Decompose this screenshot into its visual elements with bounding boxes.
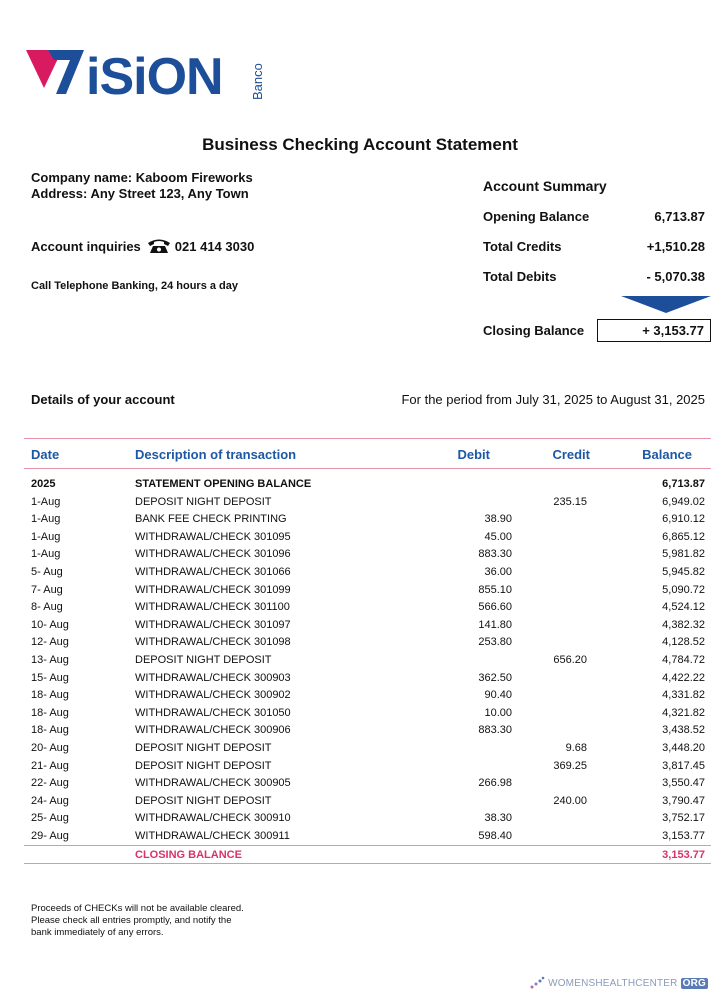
table-row <box>24 828 711 846</box>
cell-balance: 3,817.45 <box>662 759 705 772</box>
table-row <box>24 758 711 776</box>
opening-balance-label: Opening Balance <box>483 209 590 224</box>
table-header <box>24 438 711 469</box>
cell-description: WITHDRAWAL/CHECK 300902 <box>135 689 291 702</box>
closing-balance-row <box>24 845 711 864</box>
cell-debit: 855.10 <box>478 583 512 596</box>
table-row <box>24 722 711 740</box>
cell-date: 21- Aug <box>31 759 69 772</box>
cell-debit: 266.98 <box>478 777 512 790</box>
cell-balance: 4,524.12 <box>662 601 705 614</box>
cell-description: WITHDRAWAL/CHECK 300905 <box>135 777 291 790</box>
cell-balance: 4,382.32 <box>662 618 705 631</box>
cell-date: 12- Aug <box>31 636 69 649</box>
cell-debit: 253.80 <box>478 636 512 649</box>
cell-description: DEPOSIT NIGHT DEPOSIT <box>135 759 272 772</box>
cell-date: 29- Aug <box>31 829 69 842</box>
cell-debit: 362.50 <box>478 671 512 684</box>
statement-period: For the period from July 31, 2025 to August 31, 2025 <box>401 392 705 407</box>
cell-date: 15- Aug <box>31 671 69 684</box>
table-row <box>24 564 711 582</box>
table-row <box>24 546 711 564</box>
dots-icon <box>529 976 545 990</box>
cell-date: 1-Aug <box>31 495 61 508</box>
watermark-text: WOMENSHEALTHCENTER <box>548 977 678 989</box>
vision-banco-logo <box>26 44 276 104</box>
total-credits-value: +1,510.28 <box>646 239 705 254</box>
cell-description: WITHDRAWAL/CHECK 301096 <box>135 548 291 561</box>
cell-balance: 4,321.82 <box>662 706 705 719</box>
cell-date: 18- Aug <box>31 689 69 702</box>
header-credit: Credit <box>552 447 590 462</box>
cell-balance: 6,713.87 <box>662 478 705 490</box>
opening-balance-row <box>483 209 705 224</box>
cell-debit: 566.60 <box>478 601 512 614</box>
cell-date: 20- Aug <box>31 741 69 754</box>
cell-debit: 45.00 <box>484 530 512 543</box>
header-date: Date <box>31 447 60 462</box>
total-debits-label: Total Debits <box>483 269 557 284</box>
cell-date: 24- Aug <box>31 794 69 807</box>
company-name: Company name: Kaboom Fireworks <box>31 170 253 185</box>
cell-credit: 240.00 <box>553 794 587 807</box>
total-debits-row <box>483 269 705 284</box>
cell-balance: 4,128.52 <box>662 636 705 649</box>
table-row <box>24 494 711 512</box>
cell-balance: 5,981.82 <box>662 548 705 561</box>
cell-date: 18- Aug <box>31 706 69 719</box>
cell-debit: 10.00 <box>484 706 512 719</box>
cell-debit: 883.30 <box>478 548 512 561</box>
cell-description: WITHDRAWAL/CHECK 300911 <box>135 829 290 842</box>
cell-debit: 141.80 <box>478 618 512 631</box>
cell-description: DEPOSIT NIGHT DEPOSIT <box>135 794 272 807</box>
cell-description: BANK FEE CHECK PRINTING <box>135 513 287 526</box>
cell-balance: 3,752.17 <box>662 812 705 825</box>
company-address: Address: Any Street 123, Any Town <box>31 186 249 201</box>
cell-date: 1-Aug <box>31 513 61 526</box>
cell-balance: 3,153.77 <box>662 829 705 842</box>
cell-debit: 36.00 <box>484 565 512 578</box>
cell-balance: 3,438.52 <box>662 724 705 737</box>
cell-date: 22- Aug <box>31 777 69 790</box>
opening-balance-value: 6,713.87 <box>654 209 705 224</box>
table-row <box>24 476 711 494</box>
cell-balance: 6,910.12 <box>662 513 705 526</box>
cell-balance: 6,949.02 <box>662 495 705 508</box>
cell-debit: 38.90 <box>484 513 512 526</box>
cell-description: WITHDRAWAL/CHECK 300910 <box>135 812 291 825</box>
svg-text:iSiON: iSiON <box>86 48 223 104</box>
cell-date: 2025 <box>31 478 56 490</box>
watermark <box>529 976 708 990</box>
bank-logo <box>26 44 276 104</box>
cell-description: DEPOSIT NIGHT DEPOSIT <box>135 653 272 666</box>
cell-balance: 4,331.82 <box>662 689 705 702</box>
table-row <box>24 810 711 828</box>
cell-date: 10- Aug <box>31 618 69 631</box>
cell-description: WITHDRAWAL/CHECK 301050 <box>135 706 291 719</box>
header-debit: Debit <box>457 447 490 462</box>
cell-description: WITHDRAWAL/CHECK 301099 <box>135 583 291 596</box>
cell-date: 5- Aug <box>31 565 63 578</box>
table-row <box>24 793 711 811</box>
statement-title: Business Checking Account Statement <box>202 135 518 154</box>
cell-description: DEPOSIT NIGHT DEPOSIT <box>135 495 272 508</box>
closing-balance-row-label: CLOSING BALANCE <box>135 849 242 862</box>
inquiries-label: Account inquiries <box>31 238 141 254</box>
cell-date: 1-Aug <box>31 530 61 543</box>
footer-note: Proceeds of CHECKs will not be available cleared. Please check all entries promptly, and notify the bank immediately of any errors. <box>31 903 244 938</box>
header-balance: Balance <box>642 447 692 462</box>
cell-credit: 9.68 <box>565 741 587 754</box>
closing-balance-value: + 3,153.77 <box>597 319 711 342</box>
cell-description: DEPOSIT NIGHT DEPOSIT <box>135 741 272 754</box>
telephone-icon <box>147 238 171 254</box>
details-heading: Details of your account <box>31 392 175 407</box>
cell-debit: 90.40 <box>484 689 512 702</box>
table-row <box>24 705 711 723</box>
cell-balance: 6,865.12 <box>662 530 705 543</box>
down-arrow-icon <box>621 296 711 314</box>
table-row <box>24 529 711 547</box>
cell-date: 1-Aug <box>31 548 61 561</box>
watermark-suffix: ORG <box>682 977 706 989</box>
cell-credit: 235.15 <box>553 495 587 508</box>
account-inquiries <box>31 238 254 254</box>
total-credits-row <box>483 239 705 254</box>
cell-debit: 38.30 <box>484 812 512 825</box>
cell-credit: 369.25 <box>553 759 587 772</box>
transactions-table <box>24 438 711 864</box>
cell-description: WITHDRAWAL/CHECK 300906 <box>135 724 291 737</box>
inquiries-phone: 021 414 3030 <box>174 238 255 254</box>
table-row <box>24 617 711 635</box>
table-row <box>24 652 711 670</box>
closing-balance-label: Closing Balance <box>483 323 585 338</box>
table-row <box>24 634 711 652</box>
cell-date: 7- Aug <box>31 583 63 596</box>
summary-title: Account Summary <box>483 178 607 194</box>
cell-balance: 3,448.20 <box>662 741 705 754</box>
cell-debit: 883.30 <box>478 724 512 737</box>
cell-balance: 3,790.47 <box>662 794 705 807</box>
cell-balance: 3,550.47 <box>662 777 705 790</box>
svg-text:Banco: Banco <box>250 63 265 100</box>
total-credits-label: Total Credits <box>483 239 562 254</box>
cell-debit: 598.40 <box>478 829 512 842</box>
cell-date: 8- Aug <box>31 601 63 614</box>
cell-description: WITHDRAWAL/CHECK 300903 <box>135 671 291 684</box>
telephone-banking-note: Call Telephone Banking, 24 hours a day <box>31 280 239 292</box>
table-row <box>24 687 711 705</box>
table-row <box>24 775 711 793</box>
cell-description: STATEMENT OPENING BALANCE <box>135 478 312 490</box>
header-description: Description of transaction <box>135 447 297 462</box>
cell-date: 25- Aug <box>31 812 69 825</box>
table-row <box>24 599 711 617</box>
company-info <box>31 170 253 202</box>
table-row <box>24 670 711 688</box>
cell-description: WITHDRAWAL/CHECK 301097 <box>135 618 291 631</box>
account-summary <box>483 178 711 338</box>
table-row <box>24 582 711 600</box>
total-debits-value: - 5,070.38 <box>646 269 705 284</box>
cell-date: 13- Aug <box>31 653 69 666</box>
closing-balance-row-value: 3,153.77 <box>662 849 705 862</box>
cell-balance: 4,784.72 <box>662 653 705 666</box>
table-row <box>24 740 711 758</box>
table-body <box>24 469 711 845</box>
cell-balance: 4,422.22 <box>662 671 705 684</box>
cell-credit: 656.20 <box>553 653 587 666</box>
cell-balance: 5,945.82 <box>662 565 705 578</box>
cell-date: 18- Aug <box>31 724 69 737</box>
cell-description: WITHDRAWAL/CHECK 301095 <box>135 530 291 543</box>
cell-balance: 5,090.72 <box>662 583 705 596</box>
table-row <box>24 511 711 529</box>
cell-description: WITHDRAWAL/CHECK 301100 <box>135 601 290 614</box>
cell-description: WITHDRAWAL/CHECK 301098 <box>135 636 291 649</box>
cell-description: WITHDRAWAL/CHECK 301066 <box>135 565 291 578</box>
